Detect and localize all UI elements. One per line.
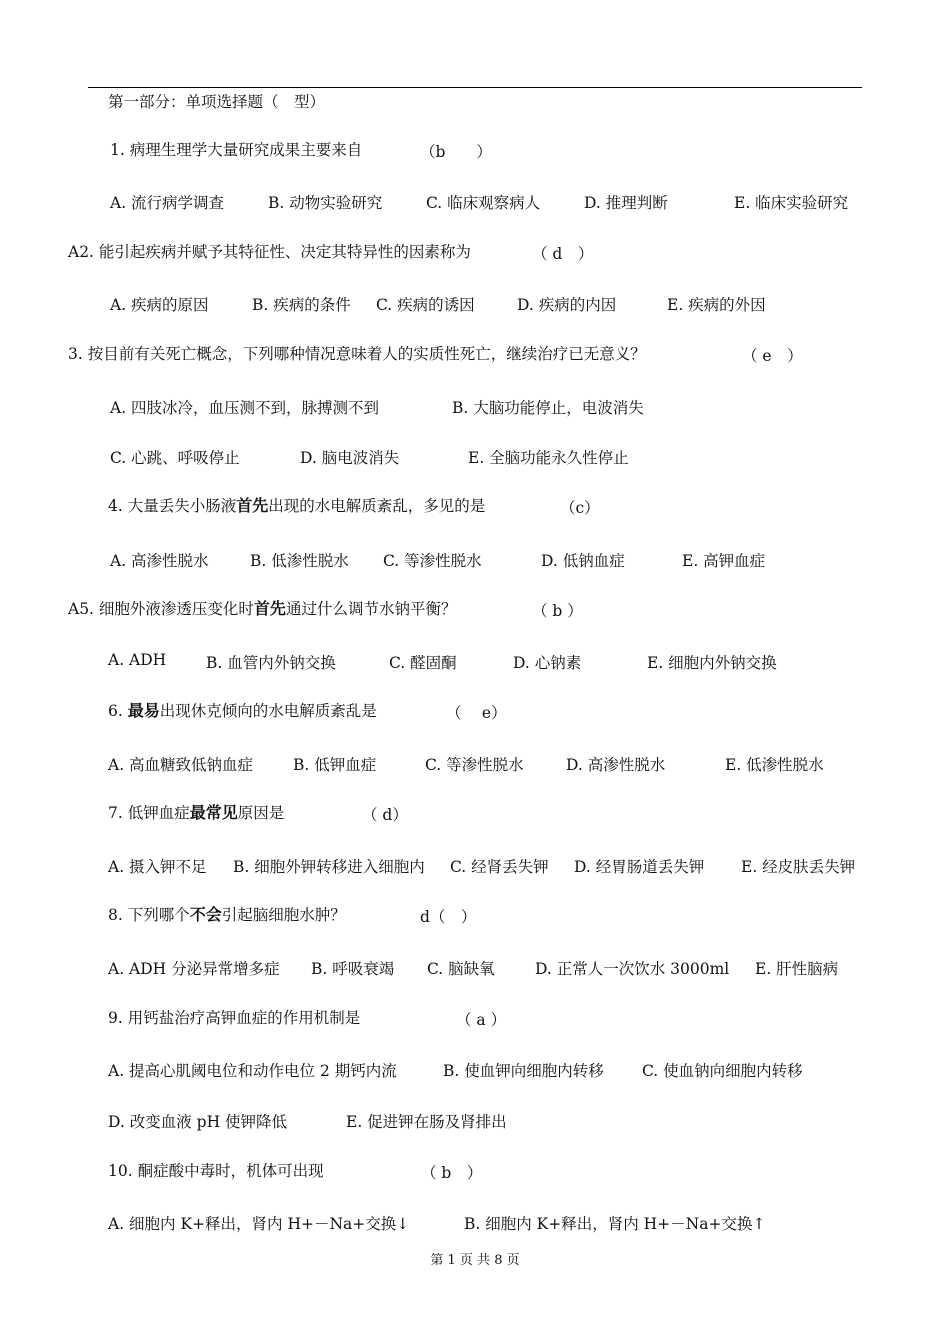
q8-option-a: A. ADH 分泌异常增多症 — [108, 960, 280, 978]
q8-option-b: B. 呼吸衰竭 — [311, 960, 395, 978]
q3-option-b: B. 大脑功能停止，电波消失 — [452, 399, 644, 417]
question-8-stem: 8. 下列哪个不会引起脑细胞水肿？ — [108, 905, 346, 924]
q5-option-a: A. ADH — [108, 651, 167, 669]
q9-option-d: D. 改变血液 pH 使钾降低 — [108, 1113, 288, 1131]
q2-option-b: B. 疾病的条件 — [252, 296, 351, 314]
q7-option-d: D. 经胃肠道丢失钾 — [574, 858, 705, 876]
q1-option-d: D. 推理判断 — [584, 194, 668, 212]
question-4-stem: 4. 大量丢失小肠液首先出现的水电解质紊乱，多见的是 — [108, 496, 486, 515]
question-10-answer: （ b ） — [421, 1164, 483, 1182]
q9-option-b: B. 使血钾向细胞内转移 — [443, 1062, 604, 1080]
q8-option-c: C. 脑缺氧 — [427, 960, 495, 978]
q1-option-c: C. 临床观察病人 — [426, 194, 541, 212]
question-3-stem: 3. 按目前有关死亡概念，下列哪种情况意味着人的实质性死亡，继续治疗已无意义？ — [68, 345, 646, 363]
question-3-answer: （ e ） — [742, 347, 803, 365]
emphasis-text: 首先 — [236, 496, 269, 515]
q1-option-e: E. 临床实验研究 — [734, 194, 849, 212]
q9-option-a: A. 提高心肌阈电位和动作电位 2 期钙内流 — [108, 1062, 397, 1080]
q6-option-d: D. 高渗性脱水 — [566, 756, 666, 774]
question-2-answer: （ d ） — [532, 245, 594, 263]
question-8-answer: d（ ） — [420, 908, 477, 926]
question-6-stem: 6. 最易出现休克倾向的水电解质紊乱是 — [108, 701, 377, 720]
q6-option-a: A. 高血糖致低钠血症 — [108, 756, 254, 774]
emphasis-text: 最常见 — [189, 803, 238, 822]
question-9-answer: （ a ） — [456, 1011, 507, 1029]
q3-option-d: D. 脑电波消失 — [300, 449, 400, 467]
q5-option-b: B. 血管内外钠交换 — [206, 654, 336, 672]
question-4-answer: （c） — [560, 499, 600, 517]
q4-option-a: A. 高渗性脱水 — [110, 552, 209, 570]
page-footer: 第 1 页 共 8 页 — [430, 1253, 520, 1268]
q10-option-b: B. 细胞内 K+释出，肾内 H+－Na+交换↑ — [464, 1215, 766, 1233]
q3-option-c: C. 心跳、呼吸停止 — [110, 449, 240, 467]
question-6-answer: （ e） — [446, 704, 507, 722]
question-5-stem: A5. 细胞外液渗透压变化时首先通过什么调节水钠平衡？ — [68, 599, 457, 618]
emphasis-text: 最易 — [127, 701, 160, 720]
q2-option-e: E. 疾病的外因 — [667, 296, 766, 314]
q2-option-a: A. 疾病的原因 — [110, 296, 209, 314]
q2-option-c: C. 疾病的诱因 — [376, 296, 475, 314]
q7-option-e: E. 经皮肤丢失钾 — [741, 858, 856, 876]
header-rule — [88, 87, 862, 88]
q4-option-e: E. 高钾血症 — [682, 552, 766, 570]
emphasis-text: 首先 — [253, 599, 286, 618]
question-5-answer: （ b ） — [532, 602, 583, 620]
section-title: 第一部分：单项选择题（ 型） — [108, 93, 326, 111]
q1-option-b: B. 动物实验研究 — [268, 194, 383, 212]
q1-option-a: A. 流行病学调查 — [110, 194, 225, 212]
question-9-stem: 9. 用钙盐治疗高钾血症的作用机制是 — [108, 1009, 361, 1027]
q7-option-c: C. 经肾丢失钾 — [450, 858, 549, 876]
q2-option-d: D. 疾病的内因 — [517, 296, 617, 314]
q6-option-e: E. 低渗性脱水 — [725, 756, 824, 774]
question-7-stem: 7. 低钾血症最常见原因是 — [108, 803, 285, 822]
q7-option-b: B. 细胞外钾转移进入细胞内 — [233, 858, 425, 876]
question-10-stem: 10. 酮症酸中毒时，机体可出现 — [108, 1162, 324, 1180]
question-7-answer: （ d） — [362, 806, 408, 824]
q8-option-d: D. 正常人一次饮水 3000ml — [535, 960, 730, 978]
q3-option-a: A. 四肢冰冷，血压测不到，脉搏测不到 — [110, 399, 380, 417]
q8-option-e: E. 肝性脑病 — [755, 960, 839, 978]
q10-option-a: A. 细胞内 K+释出，肾内 H+－Na+交换↓ — [108, 1215, 410, 1233]
q5-option-e: E. 细胞内外钠交换 — [647, 654, 777, 672]
q7-option-a: A. 摄入钾不足 — [108, 858, 207, 876]
q5-option-d: D. 心钠素 — [513, 654, 582, 672]
q6-option-c: C. 等渗性脱水 — [425, 756, 524, 774]
q4-option-d: D. 低钠血症 — [541, 552, 625, 570]
q4-option-b: B. 低渗性脱水 — [250, 552, 349, 570]
q9-option-c: C. 使血钠向细胞内转移 — [642, 1062, 803, 1080]
q6-option-b: B. 低钾血症 — [293, 756, 377, 774]
q3-option-e: E. 全脑功能永久性停止 — [468, 449, 629, 467]
question-2-stem: A2. 能引起疾病并赋予其特征性、决定其特异性的因素称为 — [68, 243, 471, 261]
question-1-answer: （b ） — [420, 143, 492, 161]
q4-option-c: C. 等渗性脱水 — [383, 552, 482, 570]
question-1-stem: 1. 病理生理学大量研究成果主要来自 — [110, 141, 363, 159]
q9-option-e: E. 促进钾在肠及肾排出 — [346, 1113, 507, 1131]
q5-option-c: C. 醛固酮 — [389, 654, 457, 672]
emphasis-text: 不会 — [189, 905, 222, 924]
